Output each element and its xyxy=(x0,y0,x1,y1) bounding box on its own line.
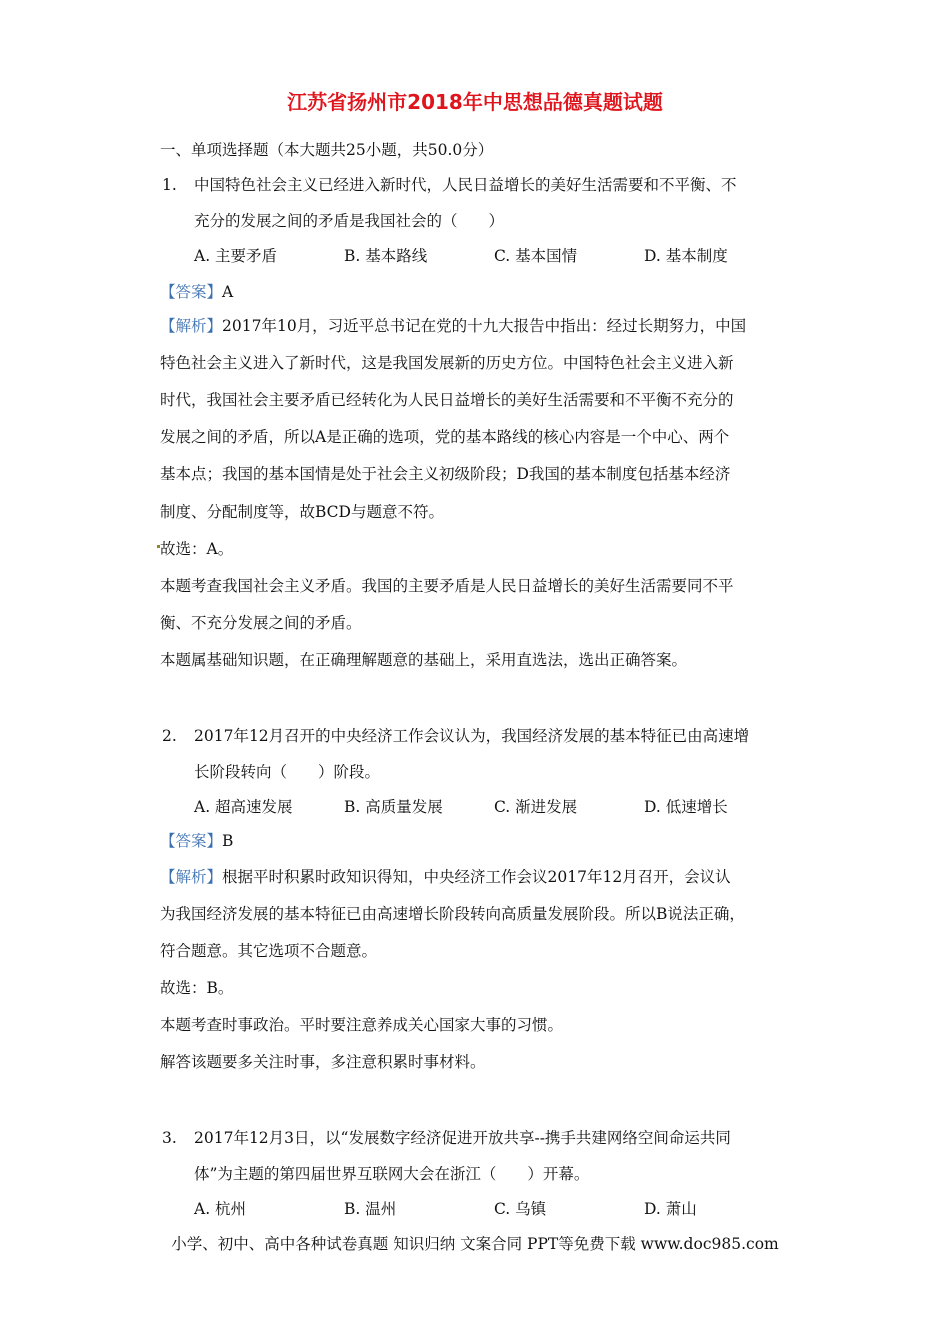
choose-line: 故选：A。 xyxy=(160,540,234,558)
question-text-cont: 充分的发展之间的矛盾是我国社会的（ ） xyxy=(194,212,505,230)
answer-line xyxy=(160,282,233,302)
answer-label: 【答案】 xyxy=(160,283,223,301)
analysis-text: 特色社会主义进入了新时代，这是我国发展新的历史方位。中国特色社会主义进入新 xyxy=(160,354,734,372)
answer-value: B xyxy=(222,832,234,850)
question-text: 2017年12月召开的中央经济工作会议认为，我国经济发展的基本特征已由高速增 xyxy=(194,727,750,745)
answer-label: 【答案】 xyxy=(160,832,223,850)
option-d: D. 萧山 xyxy=(644,1200,697,1218)
option-c: C. 乌镇 xyxy=(494,1200,547,1218)
option-a: A. 杭州 xyxy=(194,1200,247,1218)
analysis-text: 符合题意。其它选项不合题意。 xyxy=(160,942,378,960)
option-c: C. 基本国情 xyxy=(494,247,578,265)
question-text-cont: 长阶段转向（ ）阶段。 xyxy=(194,763,381,781)
analysis-text: 基本点；我国的基本国情是处于社会主义初级阶段；D我国的基本制度包括基本经济 xyxy=(160,465,731,483)
analysis-label: 【解析】 xyxy=(160,868,223,886)
note-text: 解答该题要多关注时事，多注意积累时事材料。 xyxy=(160,1053,486,1071)
analysis-text: 为我国经济发展的基本特征已由高速增长阶段转向高质量发展阶段。所以B说法正确， xyxy=(160,905,745,923)
choose-line: 故选：B。 xyxy=(160,979,234,997)
analysis-text: 根据平时积累时政知识得知，中央经济工作会议2017年12月召开，会议认 xyxy=(222,868,731,886)
answer-line xyxy=(160,831,233,851)
question-number: 2. xyxy=(162,727,177,745)
section-heading: 一、单项选择题（本大题共25小题，共50.0分） xyxy=(160,141,494,159)
option-a: A. 主要矛盾 xyxy=(194,247,278,265)
note-text: 本题属基础知识题，在正确理解题意的基础上，采用直选法，选出正确答案。 xyxy=(160,651,688,669)
note-text: 本题考查我国社会主义矛盾。我国的主要矛盾是人民日益增长的美好生活需要同不平 xyxy=(160,577,734,595)
question-text: 2017年12月3日，以“发展数字经济促进开放共享--携手共建网络空间命运共同 xyxy=(194,1129,731,1147)
analysis-line xyxy=(160,316,746,336)
note-text: 本题考查时事政治。平时要注意养成关心国家大事的习惯。 xyxy=(160,1016,564,1034)
footer-text: 小学、初中、高中各种试卷真题 知识归纳 文案合同 PPT等免费下载 www.doc985.com xyxy=(171,1235,779,1253)
option-a: A. 超高速发展 xyxy=(194,798,293,816)
option-d: D. 低速增长 xyxy=(644,798,728,816)
option-b: B. 基本路线 xyxy=(344,247,428,265)
analysis-text: 时代，我国社会主要矛盾已经转化为人民日益增长的美好生活需要和不平衡不充分的 xyxy=(160,391,734,409)
question-3 xyxy=(162,1128,731,1148)
answer-value: A xyxy=(222,283,234,301)
question-text-cont: 体”为主题的第四届世界互联网大会在浙江（ ）开幕。 xyxy=(194,1165,590,1183)
question-number: 3. xyxy=(162,1129,177,1147)
analysis-text: 发展之间的矛盾，所以A是正确的选项，党的基本路线的核心内容是一个中心、两个 xyxy=(160,428,730,446)
question-text: 中国特色社会主义已经进入新时代，人民日益增长的美好生活需要和不平衡、不 xyxy=(194,176,737,194)
page-title: 江苏省扬州市2018年中思想品德真题试题 xyxy=(287,90,663,114)
analysis-text: 制度、分配制度等，故BCD与题意不符。 xyxy=(160,503,444,521)
option-d: D. 基本制度 xyxy=(644,247,728,265)
analysis-label: 【解析】 xyxy=(160,317,223,335)
question-1 xyxy=(162,175,737,195)
option-b: B. 温州 xyxy=(344,1200,397,1218)
question-2 xyxy=(162,726,749,746)
analysis-text: 2017年10月，习近平总书记在党的十九大报告中指出：经过长期努力，中国 xyxy=(222,317,747,335)
option-c: C. 渐进发展 xyxy=(494,798,578,816)
note-text: 衡、不充分发展之间的矛盾。 xyxy=(160,614,362,632)
analysis-line xyxy=(160,867,731,887)
option-b: B. 高质量发展 xyxy=(344,798,443,816)
question-number: 1. xyxy=(162,176,177,194)
